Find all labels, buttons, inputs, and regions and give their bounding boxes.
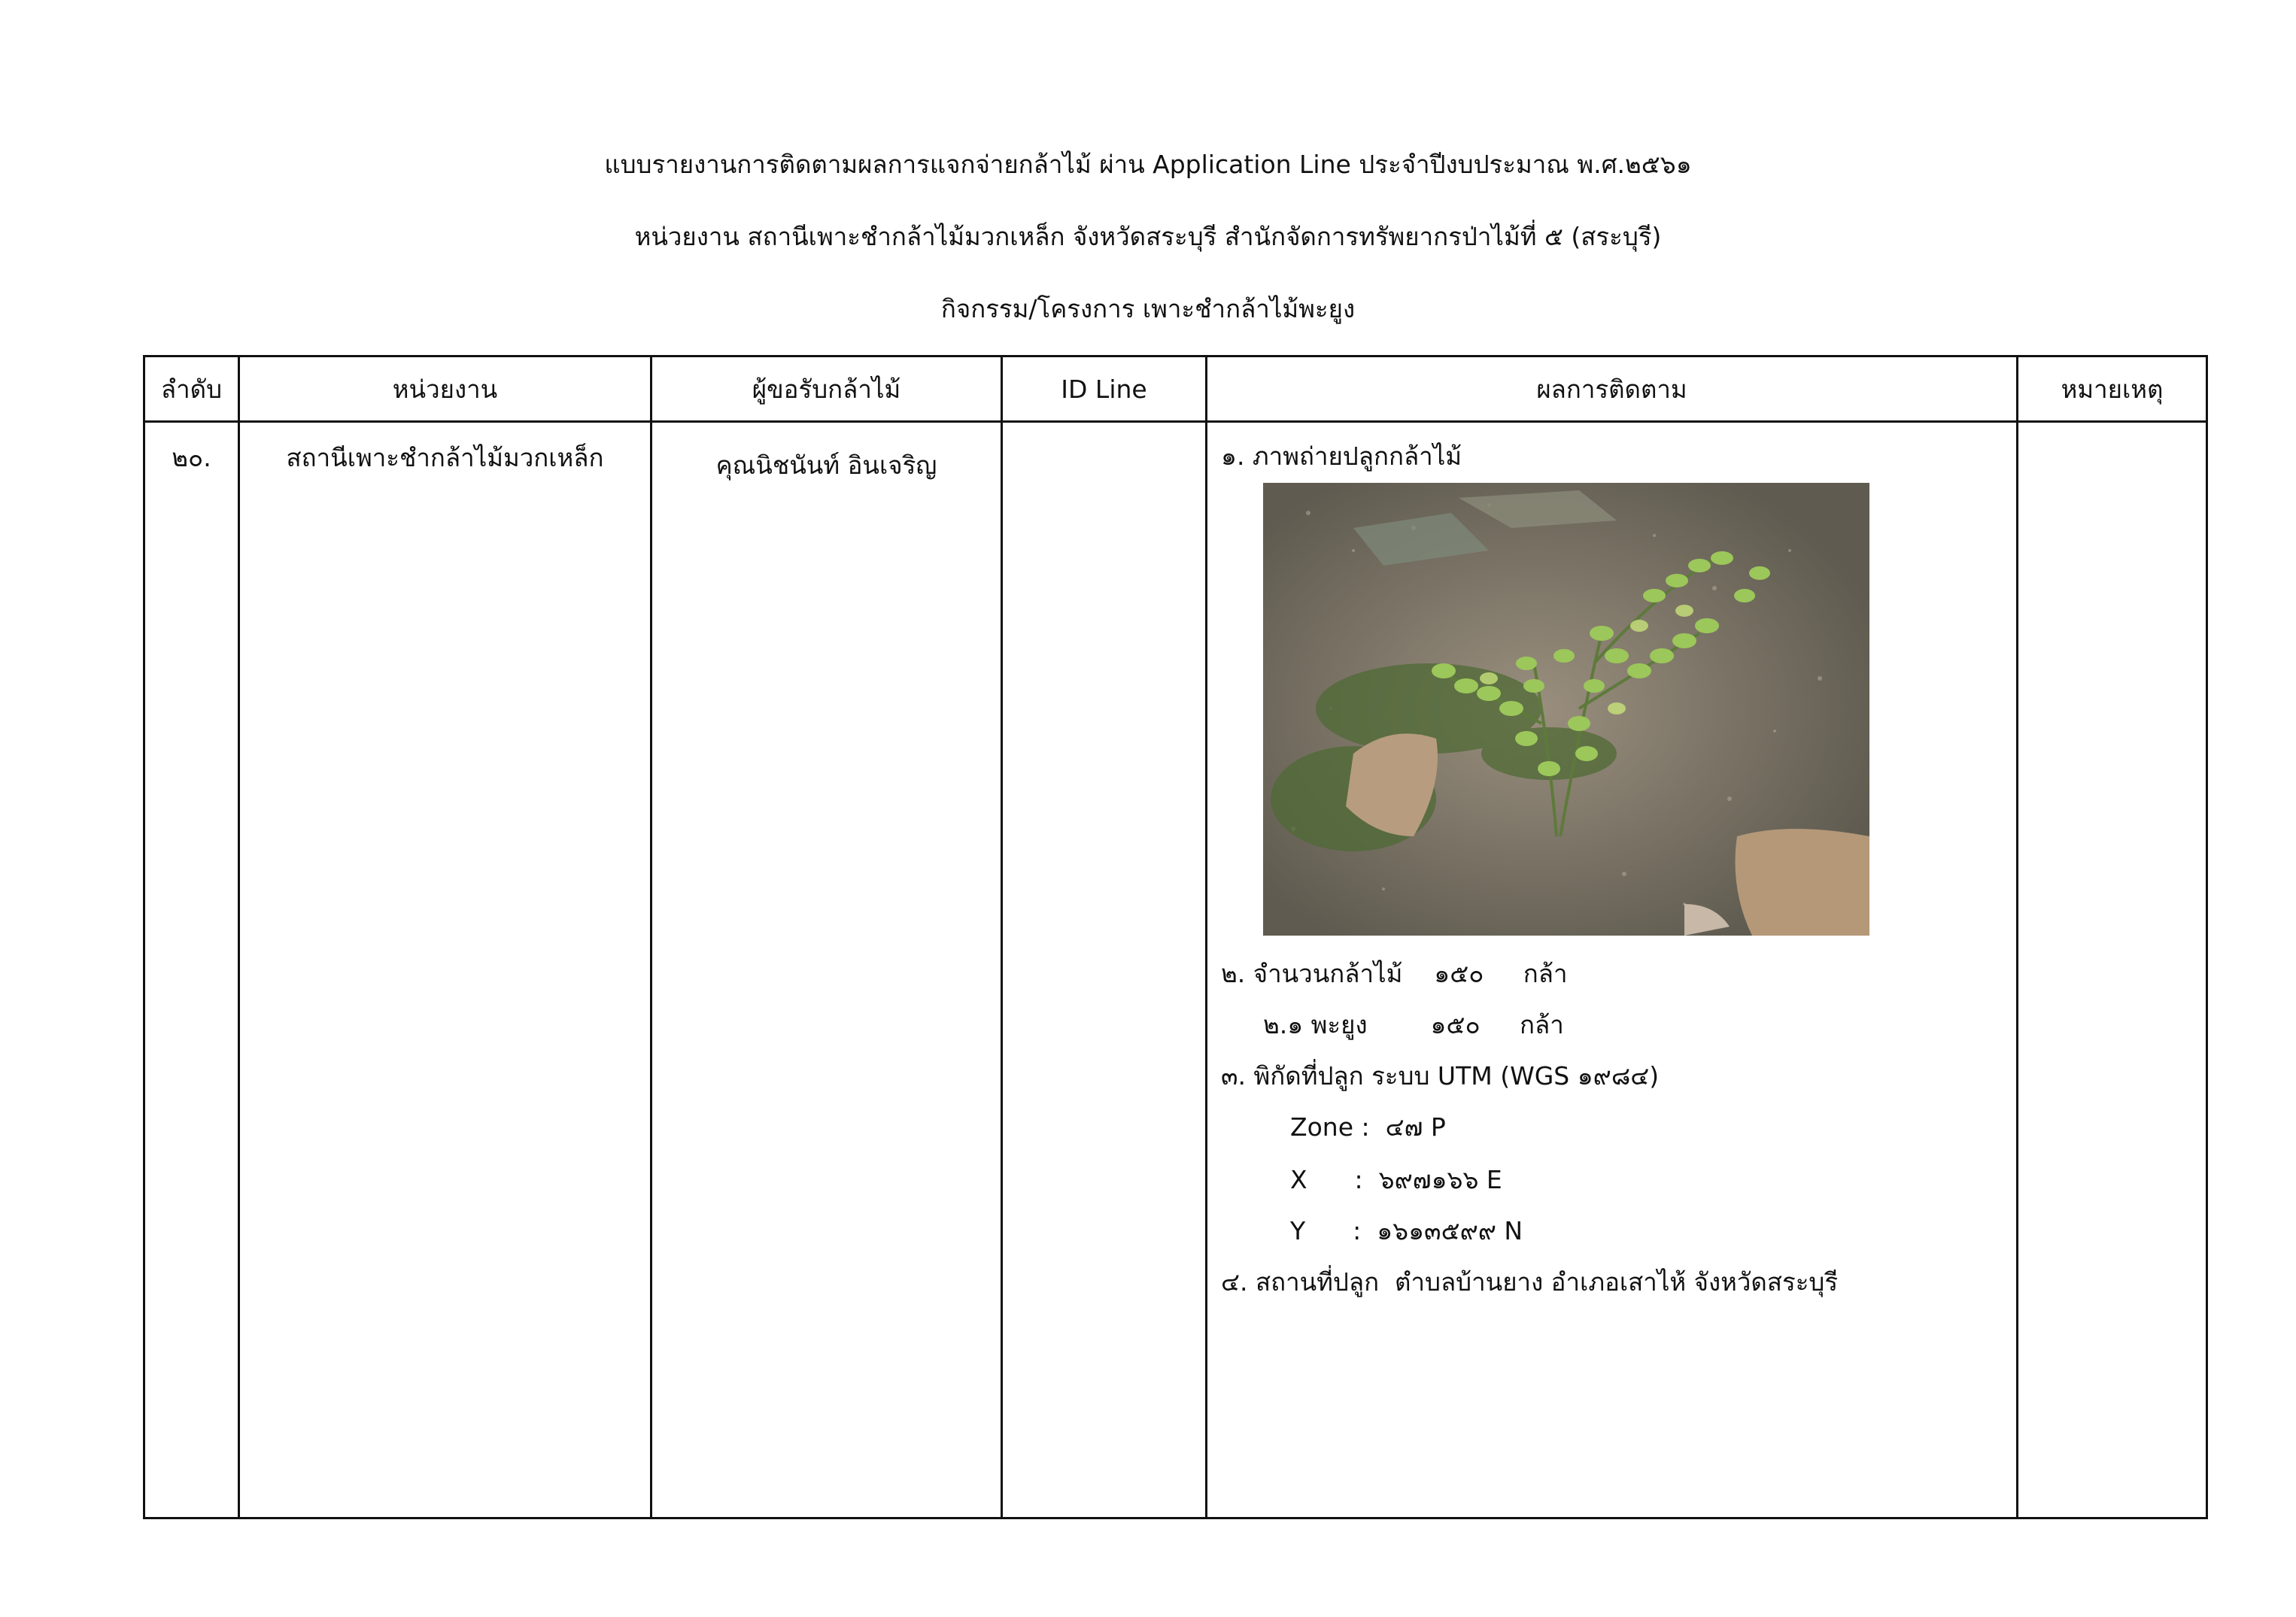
report-project: กิจกรรม/โครงการ เพาะชำกล้าไม้พะยูง: [940, 294, 1356, 323]
col-header-recipient: ผู้ขอรับกล้าไม้: [651, 356, 1002, 422]
report-title: แบบรายงานการติดตามผลการแจกจ่ายกล้าไม้ ผ่าน Application Line ประจำปีงบประมาณ พ.ศ.๒๕๖๑: [604, 150, 1692, 179]
cell-order: ๒๐.: [144, 422, 239, 1518]
result-item-photo: ๑. ภาพถ่ายปลูกกล้าไม้: [1221, 441, 1462, 471]
report-table: [143, 355, 2208, 1519]
cell-id-line: [1002, 422, 1207, 1518]
report-agency: หน่วยงาน สถานีเพาะชำกล้าไม้มวกเหล็ก จังหวัดสระบุรี สำนักจัดการทรัพยากรป่าไม้ที่ ๕ (สระบุรี): [634, 222, 1662, 251]
result-item-species: ๒.๑ พะยูง ๑๕๐ กล้า: [1263, 1010, 1564, 1039]
plant-photo: [1263, 483, 1869, 936]
cell-recipient: คุณนิชนันท์ อินเจริญ: [651, 422, 1002, 1518]
cell-note: [2018, 422, 2207, 1518]
col-header-unit: หน่วยงาน: [239, 356, 651, 422]
result-item-coordinates: ๓. พิกัดที่ปลูก ระบบ UTM (WGS ๑๙๘๔): [1221, 1061, 1660, 1091]
cell-result: [1207, 422, 2018, 1518]
result-item-quantity: ๒. จำนวนกล้าไม้ ๑๕๐ กล้า: [1221, 959, 1568, 988]
table-header-row: [144, 356, 2207, 422]
coord-zone: Zone : ๔๗ P: [1290, 1112, 1446, 1142]
table-row: [144, 422, 2207, 1518]
col-header-id-line: ID Line: [1002, 356, 1207, 422]
col-header-order: ลำดับ: [144, 356, 239, 422]
cell-unit: สถานีเพาะชำกล้าไม้มวกเหล็ก: [239, 422, 651, 1518]
col-header-note: หมายเหตุ: [2018, 356, 2207, 422]
coord-y: Y : ๑๖๑๓๕๙๙ N: [1290, 1216, 1523, 1245]
col-header-result: ผลการติดตาม: [1207, 356, 2018, 422]
coord-x: X : ๖๙๗๑๖๖ E: [1290, 1165, 1502, 1194]
result-item-location: ๔. สถานที่ปลูก ตำบลบ้านยาง อำเภอเสาไห้ จังหวัดสระบุรี: [1221, 1267, 1839, 1297]
